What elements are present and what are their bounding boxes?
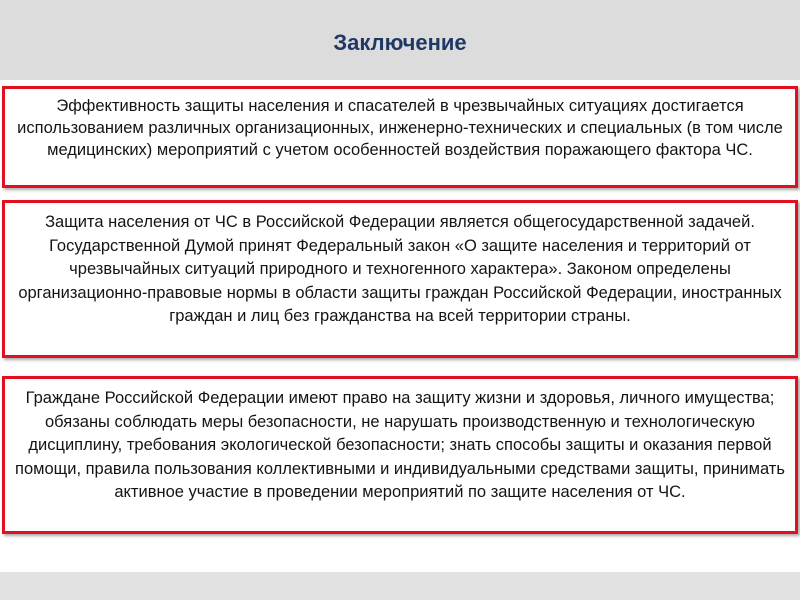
slide-title: Заключение xyxy=(333,30,467,55)
text-box-citizens-rights xyxy=(2,376,798,534)
paragraph-citizens-rights: Граждане Российской Федерации имеют право на защиту жизни и здоровья, личного имущества; обязаны соблюдать меры безопасности, не нарушать производственную и технологическую дисциплину, требования экологической безопасности; знать способы защиты и оказания первой помощи, правила пользования коллективными и индивидуальными средствами защиты, принимать активное участие в проведении мероприятий по защите населения от ЧС. xyxy=(15,389,785,501)
paragraph-federal-law: Защита населения от ЧС в Российской Федерации является общегосударственной задачей. Государственной Думой принят Федеральный закон «О защите населения и территорий от чрезвычайных ситуаций природного и техногенного характера». Законом определены организационно-правовые нормы в области защиты граждан Российской Федерации, иностранных граждан и лиц без гражданства на всей территории страны. xyxy=(18,213,782,325)
text-box-federal-law xyxy=(2,200,798,358)
paragraph-effectiveness: Эффективность защиты населения и спасателей в чрезвычайных ситуациях достигается использованием различных организационных, инженерно-технических и специальных (в том числе медицинских) мероприятий с учетом особенностей воздействия поражающего фактора ЧС. xyxy=(17,97,783,159)
footer-band xyxy=(0,572,800,600)
text-box-effectiveness xyxy=(2,86,798,188)
